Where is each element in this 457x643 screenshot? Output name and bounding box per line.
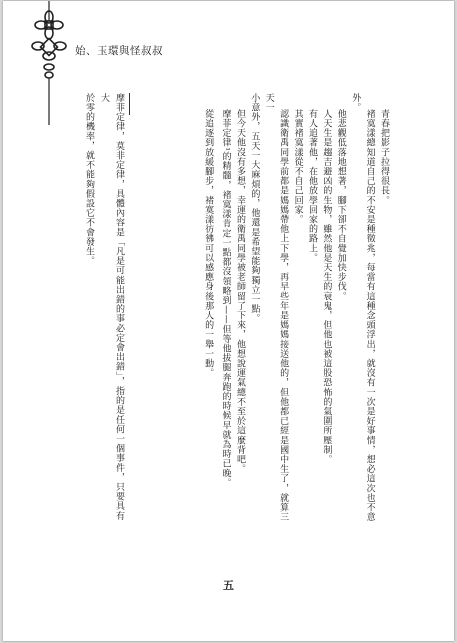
body-paragraph: 其實褚寞漾從不自己回家。 [292, 109, 303, 225]
chinese-knot-ornament [29, 1, 69, 125]
page-number: 五 [223, 579, 234, 592]
body-paragraph: 人天生是趨吉避凶的生物，雖然他是天生的衰鬼，但他也被這股恐怖的氣圍所壓制。 [321, 109, 332, 465]
footnote-divider [129, 93, 130, 115]
body-text [81, 93, 391, 529]
chapter-title: 始、玉環與怪叔叔 [75, 45, 163, 57]
body-paragraph: 認識衛禹同學前都是媽媽帶他上下學，再早些年是媽媽接送他的，但他都已經是國中生了，就算三天一 [263, 93, 289, 522]
body-paragraph: 小意外，五天一大麻煩的，他還是希望能夠獨立一點。 [249, 93, 260, 324]
book-page [3, 1, 454, 641]
body-paragraph: 青春把影子拉得很長。 [379, 109, 389, 206]
body-paragraph: 褚寞漾總知道自己的不安是種徵兆，每當有這種念頭浮出，就沒有一次是好事情，想必這次也不意外。 [350, 93, 375, 522]
body-paragraph: 從追逐到放緩腳步，褚寞漾彷彿可以感應身後那人的一舉一動。 [203, 109, 214, 378]
footnote-line: 於零的機率，就不能夠假設它不會發生。 [84, 93, 94, 266]
footnote-line: 摩菲定律，莫非定律，具體內容是「凡是可能出錯的事必定會出錯」，指的是任何一個事件，只要具有大 [99, 93, 124, 521]
footnote [76, 93, 126, 529]
body-paragraph: 摩菲定律¹的精髓，褚寞漾肯定一點都沒領略到——但等他拔腿奔跑的時候早就為時已晚。 [220, 109, 231, 488]
body-paragraph: 有人追著他，在他放學回家的路上。 [306, 109, 317, 263]
body-paragraph: 但今天他沒有多想，幸運的衛禹同學被老師留了下來，他想說運氣總不至於這麼背吧。 [234, 109, 245, 474]
body-paragraph: 他悲觀低落地想著，腳下卻不自覺加快步伐。 [335, 109, 346, 302]
